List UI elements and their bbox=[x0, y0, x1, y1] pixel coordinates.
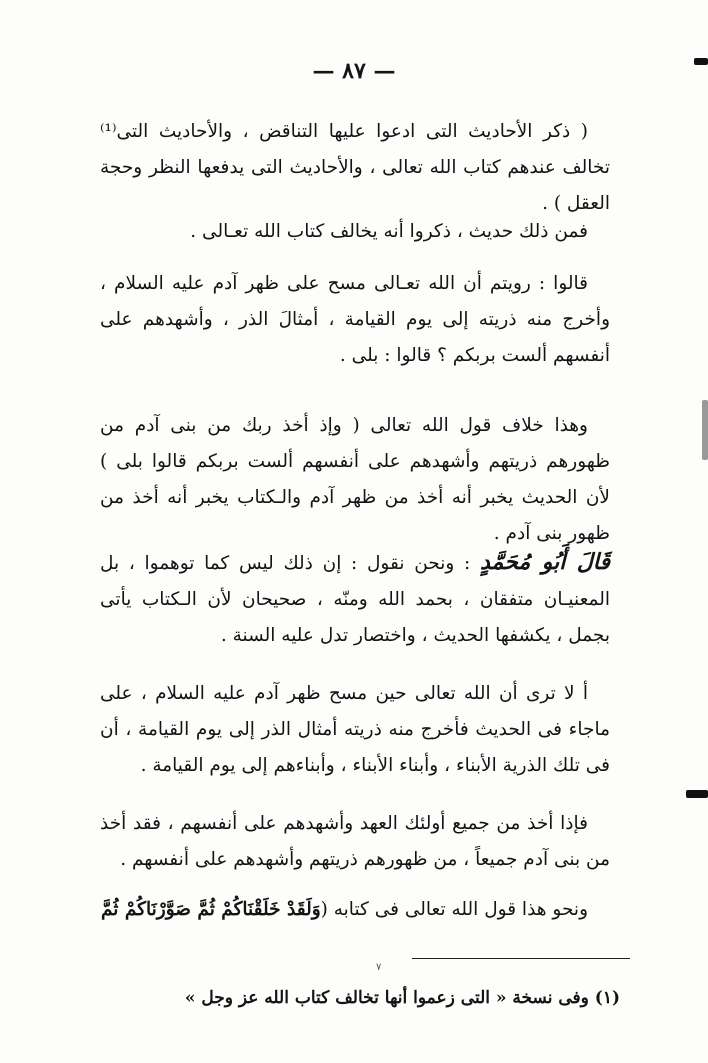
scan-edge-mark bbox=[686, 790, 708, 798]
paragraph: أ لا ترى أن الله تعالى حين مسح ظهر آدم عليه السلام ، على ماجاء فى الحديث فأخرج منه ذريته أمثال الذر إلى يوم القيامة ، أن فى تلك الذرية الأبناء ، وأبناء الأبناء ، وأبناءهم إلى يوم القيامة . bbox=[100, 683, 610, 776]
paragraph: قالوا : رويتم أن الله تعـالى مسح على ظهر آدم عليه السلام ، وأخرج منه ذريته إلى يوم القيامة ، أمثالَ الذر ، وأشهدهم على أنفسهم ألست بربكم ؟ قالوا : بلى . bbox=[100, 273, 610, 366]
paragraph bbox=[100, 544, 610, 654]
quran-intro: ونحو هذا قول الله تعالى فى كتابه ( bbox=[320, 899, 588, 920]
intro-paragraph bbox=[100, 214, 610, 250]
response-paragraph bbox=[100, 544, 610, 654]
response-text: : ونحن نقول : إن ذلك ليس كما توهموا ، بل المعنيـان متفقان ، بحمد الله ومنّه ، صحيحان لأن الـكتاب يأتى بجمل ، يكشفها الحديث ، واختصار تدل عليه السنة . bbox=[100, 553, 610, 646]
paragraph: ( ذكر الأحاديث التى ادعوا عليها التناقض ، والأحاديث التى⁽¹⁾ تخالف عندهم كتاب الله تعالى ، والأحاديث التى يدفعها النظر وحجة العقل ) . bbox=[100, 121, 610, 214]
scan-edge-mark bbox=[694, 58, 708, 65]
footnote: (١) وفى نسخة « التى زعموا أنها تخالف كتاب الله عز وجل » bbox=[184, 988, 620, 1008]
quran-paragraph bbox=[100, 892, 610, 928]
section-heading-paragraph bbox=[100, 114, 610, 222]
explanation-paragraph bbox=[100, 676, 610, 784]
page-number: — ٨٧ — bbox=[312, 58, 396, 84]
quran-verse: وَلَقَدْ خَلَقْنَاكُمْ ثُمَّ صَوَّرْنَاكُمْ ثُمَّ bbox=[100, 899, 321, 920]
conclusion-paragraph bbox=[100, 806, 610, 878]
paragraph: وهذا خلاف قول الله تعالى ( وإذ أخذ ربك من بنى آدم من ظهورهم ذريتهم وأشهدهم على أنفسهم ألست بربكم قالوا بلى ) لأن الحديث يخبر أنه أخذ من ظهر آدم والـكتاب يخبر أنه أخذ من ظهور بنى آدم . bbox=[100, 415, 610, 544]
paragraph bbox=[100, 892, 610, 928]
paragraph: فإذا أخذ من جميع أولئك العهد وأشهدهم على أنفسهم ، فقد أخذ من بنى آدم جميعاً ، من ظهورهم ذريتهم وأشهدهم على أنفسهم . bbox=[100, 813, 610, 870]
footnote-divider bbox=[412, 958, 630, 959]
claim-paragraph bbox=[100, 266, 610, 374]
speaker-heading: قَالَ أَبُو مُحَمَّدٍ bbox=[479, 549, 611, 575]
scan-edge-mark bbox=[702, 400, 708, 460]
objection-paragraph bbox=[100, 408, 610, 552]
signature-mark: ٧ bbox=[376, 962, 382, 973]
paragraph: فمن ذلك حديث ، ذكروا أنه يخالف كتاب الله تعـالى . bbox=[190, 221, 588, 242]
